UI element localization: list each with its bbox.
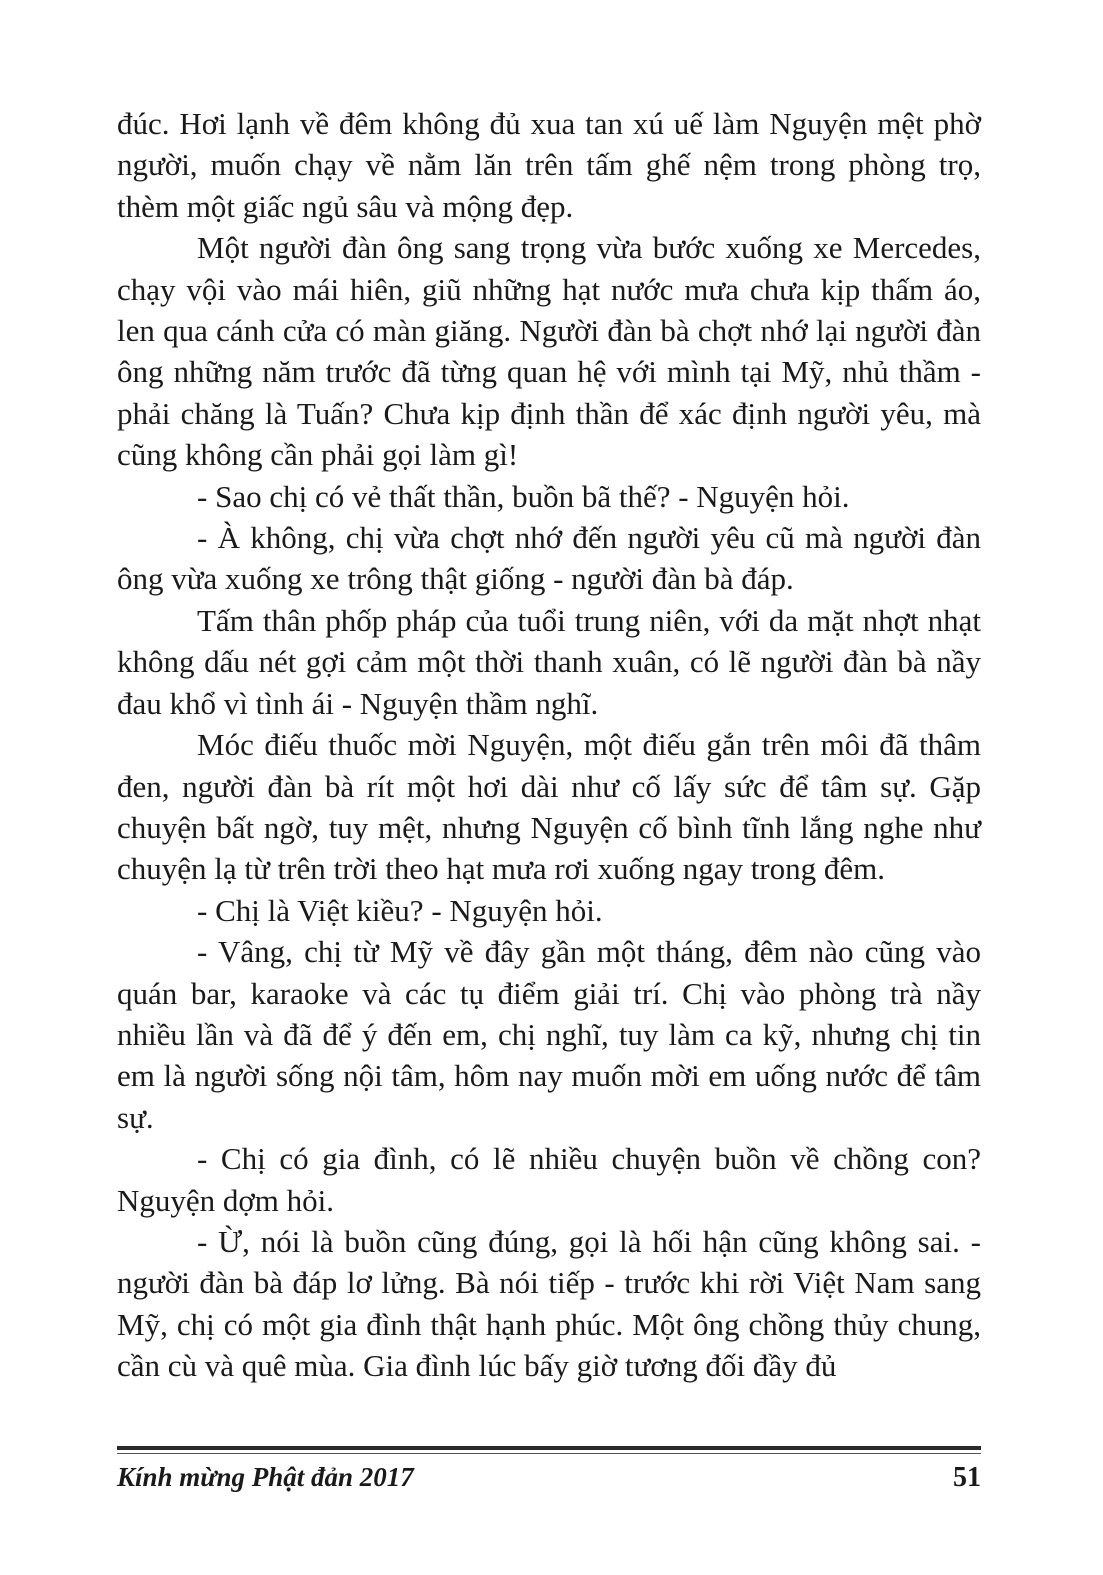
paragraph-7: - Chị là Việt kiều? - Nguyện hỏi. [197,892,603,928]
paragraph-5: Tấm thân phốp pháp của tuổi trung niên, với da mặt nhợt nhạt không dấu nét gợi cảm một thời thanh xuân, có lẽ người đàn bà nầy đau khổ vì tình ái - Nguyện thầm nghĩ. [117,602,981,721]
paragraph-1: đúc. Hơi lạnh về đêm không đủ xua tan xú uế làm Nguyện mệt phờ người, muốn chạy về nằm lăn trên tấm ghế nệm trong phòng trọ, thèm một giấc ngủ sâu và mộng đẹp. [117,106,981,224]
page-footer [117,1462,981,1494]
paragraph-10: - Ừ, nói là buồn cũng đúng, gọi là hối hận cũng không sai. - người đàn bà đáp lơ lửng. Bà nói tiếp - trước khi rời Việt Nam sang Mỹ, chị có một gia đình thật hạnh phúc. Một ông chồng thủy chung, cần cù và quê mùa. Gia đình lúc bấy giờ tương đối đầy đủ [117,1223,981,1384]
paragraph-6: Móc điếu thuốc mời Nguyện, một điếu gắn trên môi đã thâm đen, người đàn bà rít một hơi dài như cố lấy sức để tâm sự. Gặp chuyện bất ngờ, tuy mệt, nhưng Nguyện cố bình tĩnh lắng nghe như chuyện lạ từ trên trời theo hạt mưa rơi xuống ngay trong đêm. [117,727,981,887]
footer-divider [117,1446,981,1450]
paragraph-2: Một người đàn ông sang trọng vừa bước xuống xe Mercedes, chạy vội vào mái hiên, giũ những hạt nước mưa chưa kịp thấm áo, len qua cánh cửa có màn giăng. Người đàn bà chợt nhớ lại người đàn ông những năm trước đã từng quan hệ với mình tại Mỹ, nhủ thầm - phải chăng là Tuấn? Chưa kịp định thần để xác định người yêu, mà cũng không cần phải gọi làm gì! [117,230,981,473]
page-body [117,103,981,1387]
paragraph-3: - Sao chị có vẻ thất thần, buồn bã thế? - Nguyện hỏi. [197,478,850,514]
publication-title: Kính mừng Phật đản 2017 [117,1462,414,1492]
paragraph-4: - À không, chị vừa chợt nhớ đến người yêu cũ mà người đàn ông vừa xuống xe trông thật giống - người đàn bà đáp. [117,520,981,597]
footer-divider-thin [117,1453,981,1454]
paragraph-8: - Vâng, chị từ Mỹ về đây gần một tháng, đêm nào cũng vào quán bar, karaoke và các tụ điểm giải trí. Chị vào phòng trà nầy nhiều lần và đã để ý đến em, chị nghĩ, tuy làm ca kỹ, nhưng chị tin em là người sống nội tâm, hôm nay muốn mời em uống nước để tâm sự. [117,934,981,1135]
page-number: 51 [953,1462,981,1493]
paragraph-9: - Chị có gia đình, có lẽ nhiều chuyện buồn về chồng con? Nguyện dợm hỏi. [117,1141,981,1218]
